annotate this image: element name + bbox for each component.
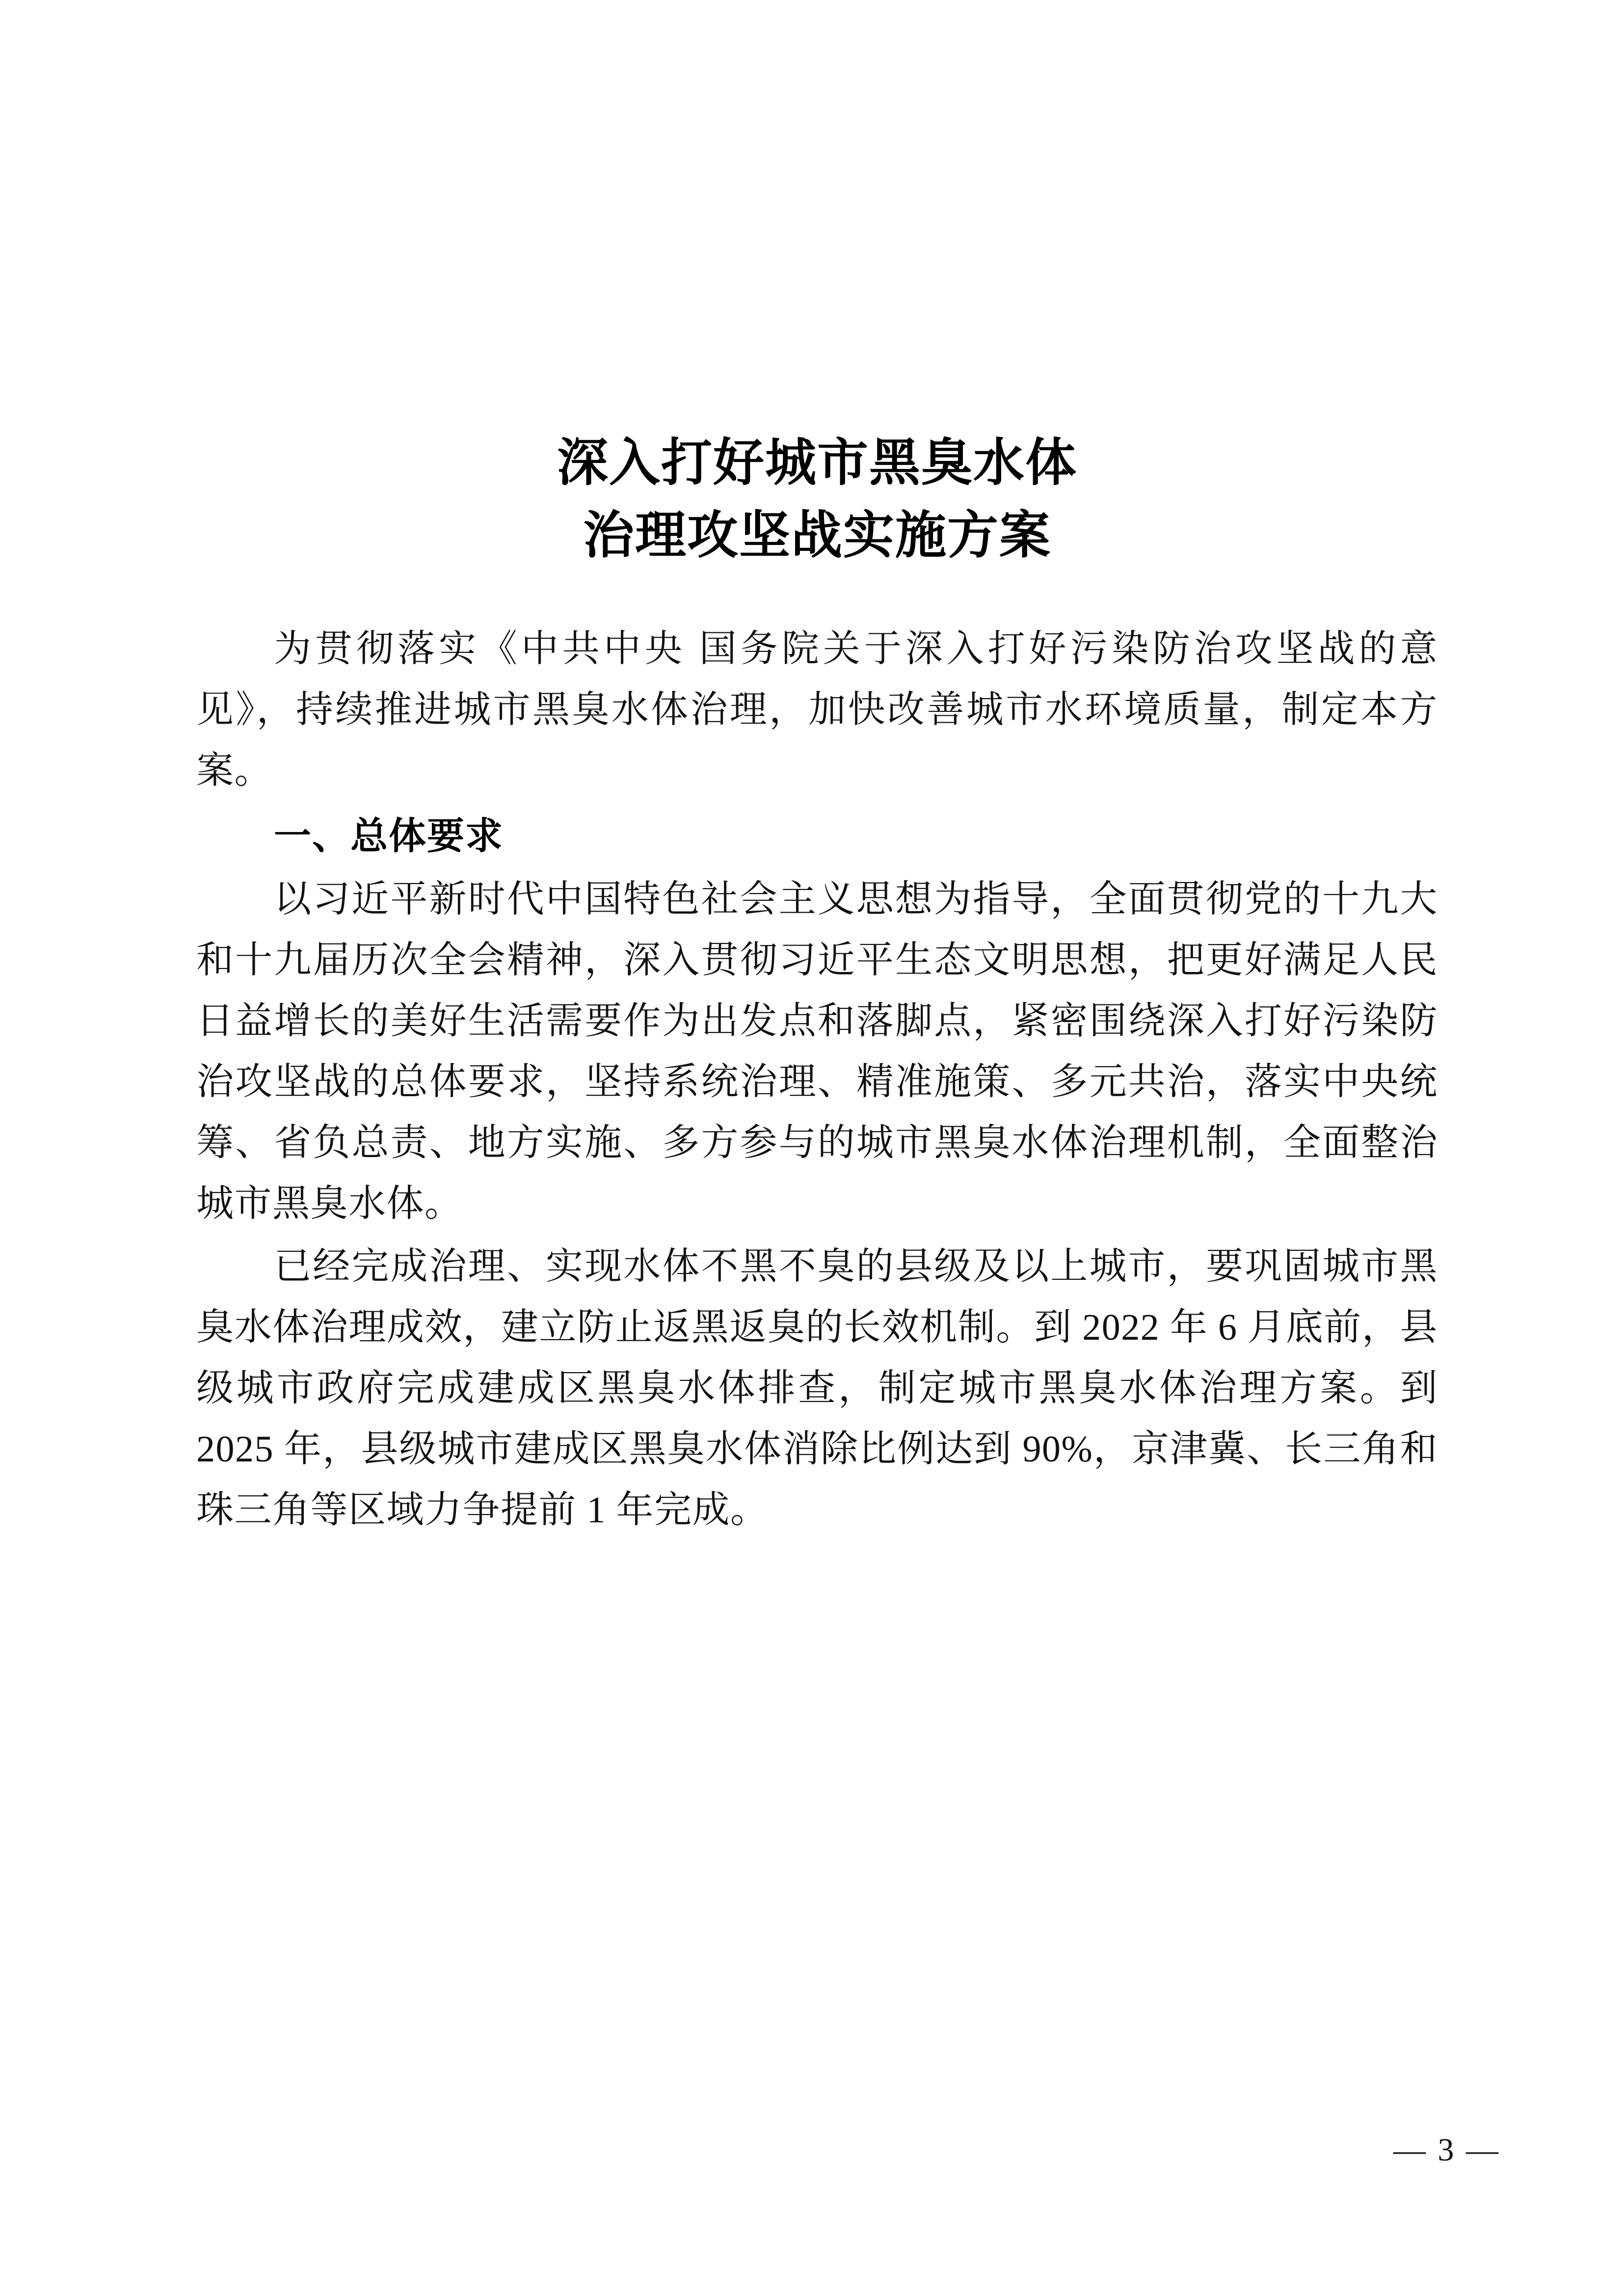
title-line-1: 深入打好城市黑臭水体 (557, 435, 1077, 491)
paragraph-intro: 为贯彻落实《中共中央 国务院关于深入打好污染防治攻坚战的意见》，持续推进城市黑臭水体治理，加快改善城市水环境质量，制定本方案。 (196, 628, 1438, 791)
section-heading-general-requirements: 一、总体要求 (274, 815, 504, 857)
page-title (196, 432, 1438, 567)
page-number: — 3 — (1393, 2132, 1500, 2168)
title-line-2: 治理攻坚战实施方案 (583, 508, 1051, 564)
document-body (196, 619, 1438, 1540)
paragraph-guiding-thought: 以习近平新时代中国特色社会主义思想为指导，全面贯彻党的十九大和十九届历次全会精神，深入贯彻习近平生态文明思想，把更好满足人民日益增长的美好生活需要作为出发点和落脚点，紧密围绕深入打好污染防治攻坚战的总体要求，坚持系统治理、精准施策、多元共治，落实中央统筹、省负总责、地方实施、多方参与的城市黑臭水体治理机制，全面整治城市黑臭水体。 (196, 879, 1438, 1224)
page-content (196, 432, 1438, 1540)
paragraph-targets: 已经完成治理、实现水体不黑不臭的县级及以上城市，要巩固城市黑臭水体治理成效，建立防止返黑返臭的长效机制。到 2022 年 6 月底前，县级城市政府完成建成区黑臭水体排查，制定城市黑臭水体治理方案。到 2025 年，县级城市建成区黑臭水体消除比例达到 90%，京津冀、长三角和珠三角等区域力争提前 1 年完成。 (196, 1246, 1438, 1531)
